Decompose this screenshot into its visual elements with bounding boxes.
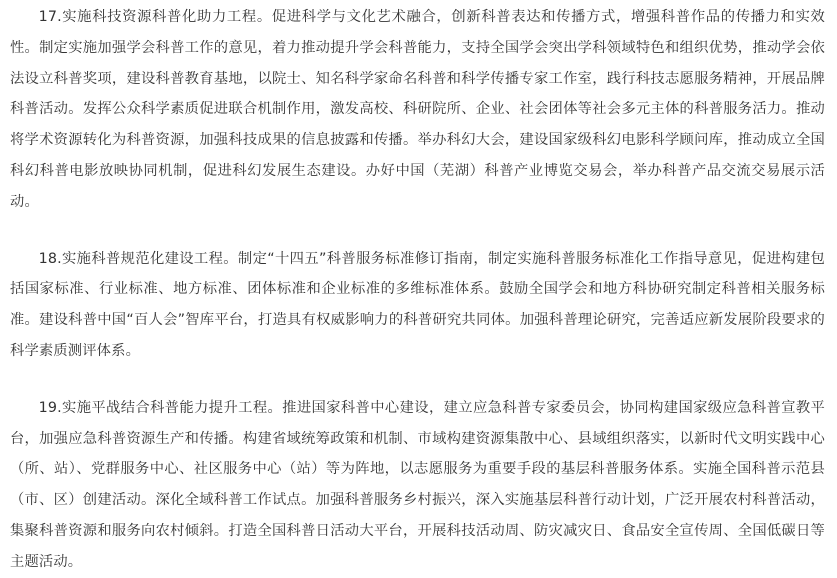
paragraph-17: 17.实施科技资源科普化助力工程。促进科学与文化艺术融合，创新科普表达和传播方式，增强科普作品的传播力和实效性。制定实施加强学会科普工作的意见，着力推动提升学会科普能力，支持全国学会突出学科领域特色和组织优势，推动学会依法设立科普奖项，建设科普教育基地，以院士、知名科学家命名科普和科学传播专家工作室，践行科技志愿服务精神，开展品牌科普活动。发挥公众科学素质促进联合机制作用，激发高校、科研院所、企业、社会团体等社会多元主体的科普服务活力。推动将学术资源转化为科普资源，加强科技成果的信息披露和传播。举办科幻大会，建设国家级科幻电影科学顾问库，推动成立全国科幻科普电影放映协同机制，促进科幻发展生态建设。办好中国（芜湖）科普产业博览交易会，举办科普产品交流交易展示活动。 <box>10 9 825 210</box>
paragraph-19: 19.实施平战结合科普能力提升工程。推进国家科普中心建设，建立应急科普专家委员会，协同构建国家级应急科普宣教平台，加强应急科普资源生产和传播。构建省域统筹政策和机制、市域构建资源集散中心、县域组织落实，以新时代文明实践中心（所、站）、党群服务中心、社区服务中心（站）等为阵地，以志愿服务为重要手段的基层科普服务体系。实施全国科普示范县（市、区）创建活动。深化全域科普工作试点。加强科普服务乡村振兴，深入实施基层科普行动计划，广泛开展农村科普活动，集聚科普资源和服务向农村倾斜。打造全国科普日活动大平台，开展科技活动周、防灾减灾日、食品安全宣传周、全国低碳日等主题活动。 <box>10 399 825 570</box>
paragraph-18: 18.实施科普规范化建设工程。制定“十四五”科普服务标准修订指南，制定实施科普服务标准化工作指导意见，促进构建包括国家标准、行业标准、地方标准、团体标准和企业标准的多维标准体系。鼓励全国学会和地方科协研究制定科普相关服务标准。建设科普中国“百人会”智库平台，打造具有权威影响力的科普研究共同体。加强科普理论研究，完善适应新发展阶段要求的科学素质测评体系。 <box>10 250 825 359</box>
article-body <box>10 2 825 578</box>
